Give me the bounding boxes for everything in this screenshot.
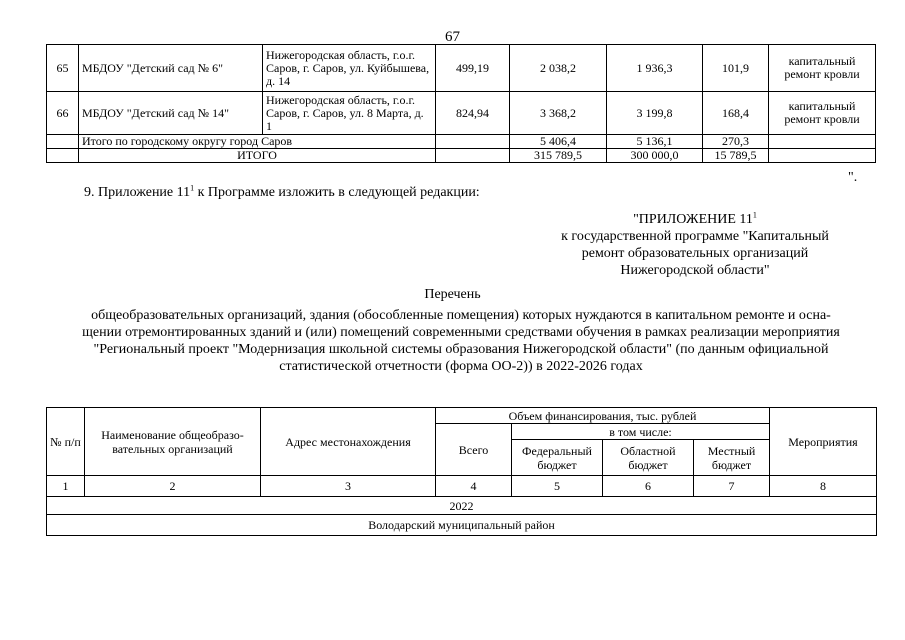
top-table [46,44,876,163]
column-number: 5 [512,476,603,497]
local-amount: 101,9 [703,45,769,92]
year-label: 2022 [47,497,877,515]
organization-address: Нижегородская область, г.о.г. Саров, г. Саров, ул. Куйбышева, д. 14 [263,45,436,92]
subtotal-total: 5 406,4 [510,135,607,149]
empty-cell [436,149,510,163]
organization-address: Нижегородская область, г.о.г. Саров, г. Саров, ул. 8 Марта, д. 1 [263,92,436,135]
header-num: № п/п [47,408,85,476]
header-total: Всего [436,424,512,476]
row-number: 66 [47,92,79,135]
organization-name: МБДОУ "Детский сад № 14" [79,92,263,135]
header-federal: Федеральный бюджет [512,440,603,476]
empty-cell [47,135,79,149]
appendix-line-4: Нижегородской области" [620,263,770,278]
grand-total-regional: 300 000,0 [607,149,703,163]
appendix-line-3: ремонт образовательных организаций [581,246,809,261]
list-description: общеобразовательных организаций, здания (обособленные помещения) которых нуждаются в капитальном ремонте и осна- щении отремонтированных зданий и (или) помещений современными средствами обучения в рамках реализации мероприятия "Региональный проект "Модернизация школьной системы образования Нижегородской области" (по данным официальной статистической отчетности (форма ОО-2)) в 2022-2026 годах [82,308,840,374]
regional-amount: 1 936,3 [607,45,703,92]
grand-total-label: ИТОГО [79,149,436,163]
empty-cell [769,135,876,149]
column-number: 6 [603,476,694,497]
building-area: 499,19 [436,45,510,92]
table-row [47,45,876,92]
district-row [47,515,877,536]
column-number: 2 [85,476,261,497]
district-label: Володарский муниципальный район [47,515,877,536]
main-table [46,407,877,536]
local-amount: 168,4 [703,92,769,135]
header-address: Адрес местонахождения [261,408,436,476]
header-measures: Мероприятия [770,408,877,476]
empty-cell [769,149,876,163]
column-number: 1 [47,476,85,497]
total-amount: 2 038,2 [510,45,607,92]
appendix-line-1: "ПРИЛОЖЕНИЕ $11^1$ [633,210,757,227]
grand-total-row [47,149,876,163]
column-numbers-row [47,476,877,497]
column-number: 3 [261,476,436,497]
building-area: 824,94 [436,92,510,135]
appendix-line-2: к государственной программе "Капитальный [561,229,829,244]
header-regional: Областной бюджет [603,440,694,476]
appendix-header [530,211,860,279]
column-number: 7 [694,476,770,497]
measure: капитальный ремонт кровли [769,45,876,92]
empty-cell [47,149,79,163]
header-row [47,408,877,424]
header-name: Наименование общеобразо-вательных организаций [85,408,261,476]
empty-cell [436,135,510,149]
header-funding: Объем финансирования, тыс. рублей [436,408,770,424]
subtotal-regional: 5 136,1 [607,135,703,149]
grand-total-total: 315 789,5 [510,149,607,163]
grand-total-local: 15 789,5 [703,149,769,163]
page-number: 67 [445,29,460,45]
organization-name: МБДОУ "Детский сад № 6" [79,45,263,92]
subtotal-label: Итого по городскому округу город Саров [79,135,436,149]
measure: капитальный ремонт кровли [769,92,876,135]
subtotal-row [47,135,876,149]
document-title: Перечень [424,287,481,302]
table-row [47,92,876,135]
subtotal-local: 270,3 [703,135,769,149]
header-local: Местный бюджет [694,440,770,476]
closing-quote: ". [848,170,858,185]
row-number: 65 [47,45,79,92]
column-number: 4 [436,476,512,497]
paragraph-9: 9. Приложение $11^1$ к Программе изложить в следующей редакции: [84,183,480,200]
column-number: 8 [770,476,877,497]
total-amount: 3 368,2 [510,92,607,135]
year-row [47,497,877,515]
header-including: в том числе: [512,424,770,440]
regional-amount: 3 199,8 [607,92,703,135]
